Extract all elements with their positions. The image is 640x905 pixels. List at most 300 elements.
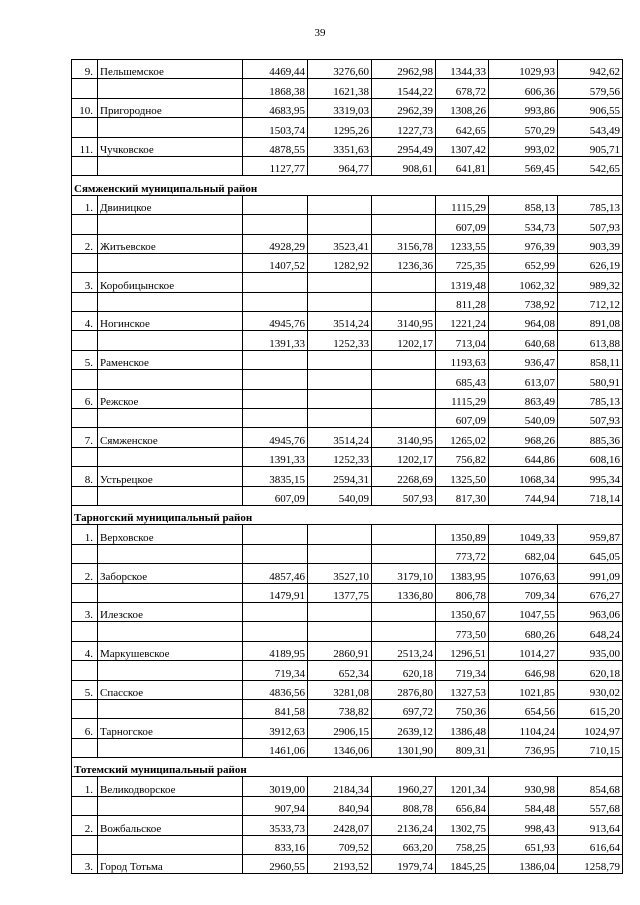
value-cell: 1265,02: [436, 428, 489, 447]
value-cell: 642,65: [436, 118, 489, 137]
value-cell: 2513,24: [372, 641, 436, 660]
value-cell: [243, 602, 308, 621]
value-cell: 719,34: [243, 661, 308, 680]
row-number: 2.: [72, 234, 98, 253]
row-number: 5.: [72, 350, 98, 369]
value-cell: 1301,90: [372, 738, 436, 757]
value-cell: [372, 525, 436, 544]
value-cell: [372, 622, 436, 641]
settlement-name: Житьевское: [98, 234, 243, 253]
table-row: [72, 156, 623, 175]
value-cell: 993,86: [489, 98, 558, 117]
row-number: 7.: [72, 428, 98, 447]
value-cell: 3514,24: [308, 312, 372, 331]
value-cell: [243, 292, 308, 311]
value-cell: 579,56: [558, 79, 623, 98]
value-cell: [243, 409, 308, 428]
section-row: [72, 758, 623, 777]
value-cell: 680,26: [489, 622, 558, 641]
value-cell: 1202,17: [372, 447, 436, 466]
table-row: [72, 525, 623, 544]
value-cell: 2268,69: [372, 467, 436, 486]
value-cell: 713,04: [436, 331, 489, 350]
value-cell: 1544,22: [372, 79, 436, 98]
settlement-name: [98, 583, 243, 602]
value-cell: 3281,08: [308, 680, 372, 699]
settlement-name: Раменское: [98, 350, 243, 369]
value-cell: [308, 544, 372, 563]
value-cell: 4878,55: [243, 137, 308, 156]
value-cell: 584,48: [489, 796, 558, 815]
settlement-name: [98, 661, 243, 680]
value-cell: 709,52: [308, 835, 372, 854]
page-number: 39: [314, 27, 326, 39]
section-title: Тарногский муниципальный район: [72, 505, 623, 524]
table-row: [72, 564, 623, 583]
value-cell: 903,39: [558, 234, 623, 253]
value-cell: 1227,73: [372, 118, 436, 137]
value-cell: 2639,12: [372, 719, 436, 738]
value-cell: 620,18: [558, 661, 623, 680]
value-cell: 719,34: [436, 661, 489, 680]
section-row: [72, 176, 623, 195]
value-cell: 1193,63: [436, 350, 489, 369]
row-number: 3.: [72, 273, 98, 292]
table-row: [72, 331, 623, 350]
value-cell: 1127,77: [243, 156, 308, 175]
row-number: [72, 409, 98, 428]
table-row: [72, 409, 623, 428]
value-cell: 2860,91: [308, 641, 372, 660]
value-cell: [243, 544, 308, 563]
value-cell: 1325,50: [436, 467, 489, 486]
value-cell: 4928,29: [243, 234, 308, 253]
settlement-name: Двиницкое: [98, 195, 243, 214]
value-cell: 1282,92: [308, 253, 372, 272]
row-number: [72, 622, 98, 641]
row-number: [72, 486, 98, 505]
table-row: [72, 273, 623, 292]
value-cell: 3835,15: [243, 467, 308, 486]
row-number: [72, 796, 98, 815]
value-cell: 964,77: [308, 156, 372, 175]
value-cell: 718,14: [558, 486, 623, 505]
value-cell: 606,36: [489, 79, 558, 98]
value-cell: 1014,27: [489, 641, 558, 660]
value-cell: 1047,55: [489, 602, 558, 621]
value-cell: 626,19: [558, 253, 623, 272]
value-cell: 1049,33: [489, 525, 558, 544]
value-cell: [308, 409, 372, 428]
value-cell: 507,93: [372, 486, 436, 505]
value-cell: 1350,89: [436, 525, 489, 544]
settlement-name: [98, 622, 243, 641]
table-row: [72, 777, 623, 796]
table-row: [72, 428, 623, 447]
value-cell: 2962,39: [372, 98, 436, 117]
settlement-name: [98, 699, 243, 718]
value-cell: 2428,07: [308, 816, 372, 835]
table-row: [72, 292, 623, 311]
settlement-name: Спасское: [98, 680, 243, 699]
value-cell: 1062,32: [489, 273, 558, 292]
value-cell: 930,02: [558, 680, 623, 699]
settlement-name: Устьрецкое: [98, 467, 243, 486]
table-row: [72, 447, 623, 466]
table-row: [72, 796, 623, 815]
value-cell: 833,16: [243, 835, 308, 854]
value-cell: 656,84: [436, 796, 489, 815]
value-cell: 1115,29: [436, 389, 489, 408]
value-cell: 930,98: [489, 777, 558, 796]
value-cell: 725,35: [436, 253, 489, 272]
value-cell: 964,08: [489, 312, 558, 331]
value-cell: 4836,56: [243, 680, 308, 699]
table-row: [72, 835, 623, 854]
row-number: 6.: [72, 389, 98, 408]
table-row: [72, 118, 623, 137]
row-number: [72, 699, 98, 718]
settlement-name: Пельшемское: [98, 60, 243, 79]
value-cell: 3319,03: [308, 98, 372, 117]
value-cell: 709,34: [489, 583, 558, 602]
value-cell: 3276,60: [308, 60, 372, 79]
row-number: 10.: [72, 98, 98, 117]
value-cell: 2906,15: [308, 719, 372, 738]
value-cell: 840,94: [308, 796, 372, 815]
value-cell: 507,93: [558, 409, 623, 428]
value-cell: 785,13: [558, 389, 623, 408]
value-cell: 1386,48: [436, 719, 489, 738]
value-cell: 1252,33: [308, 447, 372, 466]
table-row: [72, 98, 623, 117]
value-cell: [308, 215, 372, 234]
table-row: [72, 622, 623, 641]
value-cell: [308, 273, 372, 292]
settlement-name: [98, 409, 243, 428]
value-cell: [243, 389, 308, 408]
settlement-name: [98, 738, 243, 757]
value-cell: 570,29: [489, 118, 558, 137]
value-cell: [243, 525, 308, 544]
value-cell: [372, 389, 436, 408]
table-row: [72, 583, 623, 602]
value-cell: 1377,75: [308, 583, 372, 602]
table-row: [72, 816, 623, 835]
settlement-name: [98, 835, 243, 854]
table-row: [72, 215, 623, 234]
value-cell: 1295,26: [308, 118, 372, 137]
value-cell: 1202,17: [372, 331, 436, 350]
value-cell: 543,49: [558, 118, 623, 137]
settlement-name: Великодворское: [98, 777, 243, 796]
value-cell: 991,09: [558, 564, 623, 583]
value-cell: 995,34: [558, 467, 623, 486]
value-cell: 1386,04: [489, 855, 558, 874]
value-cell: [372, 195, 436, 214]
value-cell: [308, 389, 372, 408]
row-number: 5.: [72, 680, 98, 699]
value-cell: 1344,33: [436, 60, 489, 79]
settlement-name: [98, 331, 243, 350]
value-cell: 998,43: [489, 816, 558, 835]
value-cell: 4469,44: [243, 60, 308, 79]
value-cell: 4945,76: [243, 428, 308, 447]
row-number: 1.: [72, 777, 98, 796]
value-cell: 750,36: [436, 699, 489, 718]
value-cell: 942,62: [558, 60, 623, 79]
value-cell: 1479,91: [243, 583, 308, 602]
table-row: [72, 486, 623, 505]
value-cell: [372, 602, 436, 621]
value-cell: [243, 370, 308, 389]
row-number: 2.: [72, 816, 98, 835]
value-cell: 3533,73: [243, 816, 308, 835]
table-row: [72, 544, 623, 563]
value-cell: [372, 215, 436, 234]
value-cell: 654,56: [489, 699, 558, 718]
value-cell: 1868,38: [243, 79, 308, 98]
value-cell: [243, 215, 308, 234]
value-cell: 607,09: [436, 215, 489, 234]
value-cell: 1104,24: [489, 719, 558, 738]
value-cell: 1029,93: [489, 60, 558, 79]
value-cell: 808,78: [372, 796, 436, 815]
value-cell: 959,87: [558, 525, 623, 544]
table-row: [72, 641, 623, 660]
value-cell: 644,86: [489, 447, 558, 466]
value-cell: 651,93: [489, 835, 558, 854]
table-body: [72, 60, 623, 874]
value-cell: 663,20: [372, 835, 436, 854]
value-cell: 1391,33: [243, 447, 308, 466]
value-cell: 744,94: [489, 486, 558, 505]
value-cell: 652,34: [308, 661, 372, 680]
value-cell: 906,55: [558, 98, 623, 117]
value-cell: 1221,24: [436, 312, 489, 331]
value-cell: 811,28: [436, 292, 489, 311]
table-row: [72, 680, 623, 699]
row-number: 11.: [72, 137, 98, 156]
value-cell: 936,47: [489, 350, 558, 369]
value-cell: 3514,24: [308, 428, 372, 447]
value-cell: 2876,80: [372, 680, 436, 699]
value-cell: 1979,74: [372, 855, 436, 874]
value-cell: 2594,31: [308, 467, 372, 486]
value-cell: 963,06: [558, 602, 623, 621]
value-cell: [308, 370, 372, 389]
value-cell: 557,68: [558, 796, 623, 815]
row-number: [72, 738, 98, 757]
table-row: [72, 661, 623, 680]
value-cell: 968,26: [489, 428, 558, 447]
value-cell: 913,64: [558, 816, 623, 835]
table-row: [72, 699, 623, 718]
settlement-name: Тарногское: [98, 719, 243, 738]
value-cell: 648,24: [558, 622, 623, 641]
value-cell: 1076,63: [489, 564, 558, 583]
row-number: [72, 156, 98, 175]
value-cell: 1252,33: [308, 331, 372, 350]
settlement-name: Вожбальское: [98, 816, 243, 835]
settlement-name: [98, 292, 243, 311]
value-cell: [372, 273, 436, 292]
value-cell: 1327,53: [436, 680, 489, 699]
value-cell: 615,20: [558, 699, 623, 718]
value-cell: 4857,46: [243, 564, 308, 583]
row-number: 1.: [72, 525, 98, 544]
value-cell: 1391,33: [243, 331, 308, 350]
value-cell: 806,78: [436, 583, 489, 602]
row-number: 3.: [72, 602, 98, 621]
value-cell: 4945,76: [243, 312, 308, 331]
settlement-name: [98, 79, 243, 98]
table-row: [72, 389, 623, 408]
value-cell: 976,39: [489, 234, 558, 253]
row-number: [72, 447, 98, 466]
row-number: 1.: [72, 195, 98, 214]
value-cell: 785,13: [558, 195, 623, 214]
settlement-name: [98, 118, 243, 137]
value-cell: 1308,26: [436, 98, 489, 117]
settlement-name: [98, 253, 243, 272]
value-cell: 817,30: [436, 486, 489, 505]
value-cell: 3912,63: [243, 719, 308, 738]
table-row: [72, 350, 623, 369]
value-cell: 3523,41: [308, 234, 372, 253]
settlement-name: Чучковское: [98, 137, 243, 156]
value-cell: [372, 292, 436, 311]
value-cell: [372, 544, 436, 563]
row-number: [72, 292, 98, 311]
value-cell: 608,16: [558, 447, 623, 466]
value-cell: 1346,06: [308, 738, 372, 757]
settlement-name: [98, 486, 243, 505]
value-cell: 2960,55: [243, 855, 308, 874]
value-cell: 3351,63: [308, 137, 372, 156]
value-cell: 758,25: [436, 835, 489, 854]
row-number: [72, 215, 98, 234]
settlement-name: Ногинское: [98, 312, 243, 331]
value-cell: 1319,48: [436, 273, 489, 292]
value-cell: [308, 292, 372, 311]
row-number: 9.: [72, 60, 98, 79]
table-row: [72, 602, 623, 621]
value-cell: 1024,97: [558, 719, 623, 738]
value-cell: 891,08: [558, 312, 623, 331]
row-number: [72, 835, 98, 854]
settlement-name: Город Тотьма: [98, 855, 243, 874]
row-number: [72, 118, 98, 137]
value-cell: 1307,42: [436, 137, 489, 156]
value-cell: [372, 409, 436, 428]
value-cell: 854,68: [558, 777, 623, 796]
value-cell: 685,43: [436, 370, 489, 389]
row-number: 8.: [72, 467, 98, 486]
value-cell: 989,32: [558, 273, 623, 292]
table-row: [72, 137, 623, 156]
value-cell: 540,09: [489, 409, 558, 428]
value-cell: 1233,55: [436, 234, 489, 253]
value-cell: 1461,06: [243, 738, 308, 757]
value-cell: 678,72: [436, 79, 489, 98]
value-cell: 905,71: [558, 137, 623, 156]
row-number: [72, 661, 98, 680]
table-row: [72, 79, 623, 98]
value-cell: 809,31: [436, 738, 489, 757]
value-cell: 616,64: [558, 835, 623, 854]
settlement-name: Илезское: [98, 602, 243, 621]
value-cell: 620,18: [372, 661, 436, 680]
value-cell: [243, 195, 308, 214]
value-cell: 858,13: [489, 195, 558, 214]
value-cell: 756,82: [436, 447, 489, 466]
settlement-name: Коробицынское: [98, 273, 243, 292]
value-cell: 652,99: [489, 253, 558, 272]
value-cell: 580,91: [558, 370, 623, 389]
settlement-name: Пригородное: [98, 98, 243, 117]
value-cell: 676,27: [558, 583, 623, 602]
value-cell: 1350,67: [436, 602, 489, 621]
value-cell: 1296,51: [436, 641, 489, 660]
value-cell: 841,58: [243, 699, 308, 718]
row-number: 3.: [72, 855, 98, 874]
value-cell: 993,02: [489, 137, 558, 156]
value-cell: 885,36: [558, 428, 623, 447]
value-cell: 2136,24: [372, 816, 436, 835]
value-cell: 1236,36: [372, 253, 436, 272]
value-cell: 646,98: [489, 661, 558, 680]
value-cell: 1021,85: [489, 680, 558, 699]
value-cell: [372, 350, 436, 369]
settlement-name: Режское: [98, 389, 243, 408]
value-cell: [308, 602, 372, 621]
section-row: [72, 505, 623, 524]
value-cell: 773,72: [436, 544, 489, 563]
value-cell: 542,65: [558, 156, 623, 175]
value-cell: 1115,29: [436, 195, 489, 214]
table-row: [72, 234, 623, 253]
row-number: [72, 544, 98, 563]
value-cell: [308, 622, 372, 641]
value-cell: 1201,34: [436, 777, 489, 796]
value-cell: 1258,79: [558, 855, 623, 874]
value-cell: 1068,34: [489, 467, 558, 486]
value-cell: 908,61: [372, 156, 436, 175]
value-cell: 1503,74: [243, 118, 308, 137]
row-number: [72, 253, 98, 272]
settlement-name: Заборское: [98, 564, 243, 583]
value-cell: 858,11: [558, 350, 623, 369]
table-row: [72, 719, 623, 738]
value-cell: 935,00: [558, 641, 623, 660]
value-cell: 907,94: [243, 796, 308, 815]
row-number: 2.: [72, 564, 98, 583]
value-cell: 710,15: [558, 738, 623, 757]
table-row: [72, 855, 623, 874]
value-cell: 640,68: [489, 331, 558, 350]
value-cell: 1621,38: [308, 79, 372, 98]
value-cell: 697,72: [372, 699, 436, 718]
value-cell: 1336,80: [372, 583, 436, 602]
value-cell: 2962,98: [372, 60, 436, 79]
tariff-table: [71, 59, 623, 874]
section-title: Сямженский муниципальный район: [72, 176, 623, 195]
value-cell: 569,45: [489, 156, 558, 175]
value-cell: 863,49: [489, 389, 558, 408]
value-cell: 3140,95: [372, 312, 436, 331]
value-cell: 507,93: [558, 215, 623, 234]
